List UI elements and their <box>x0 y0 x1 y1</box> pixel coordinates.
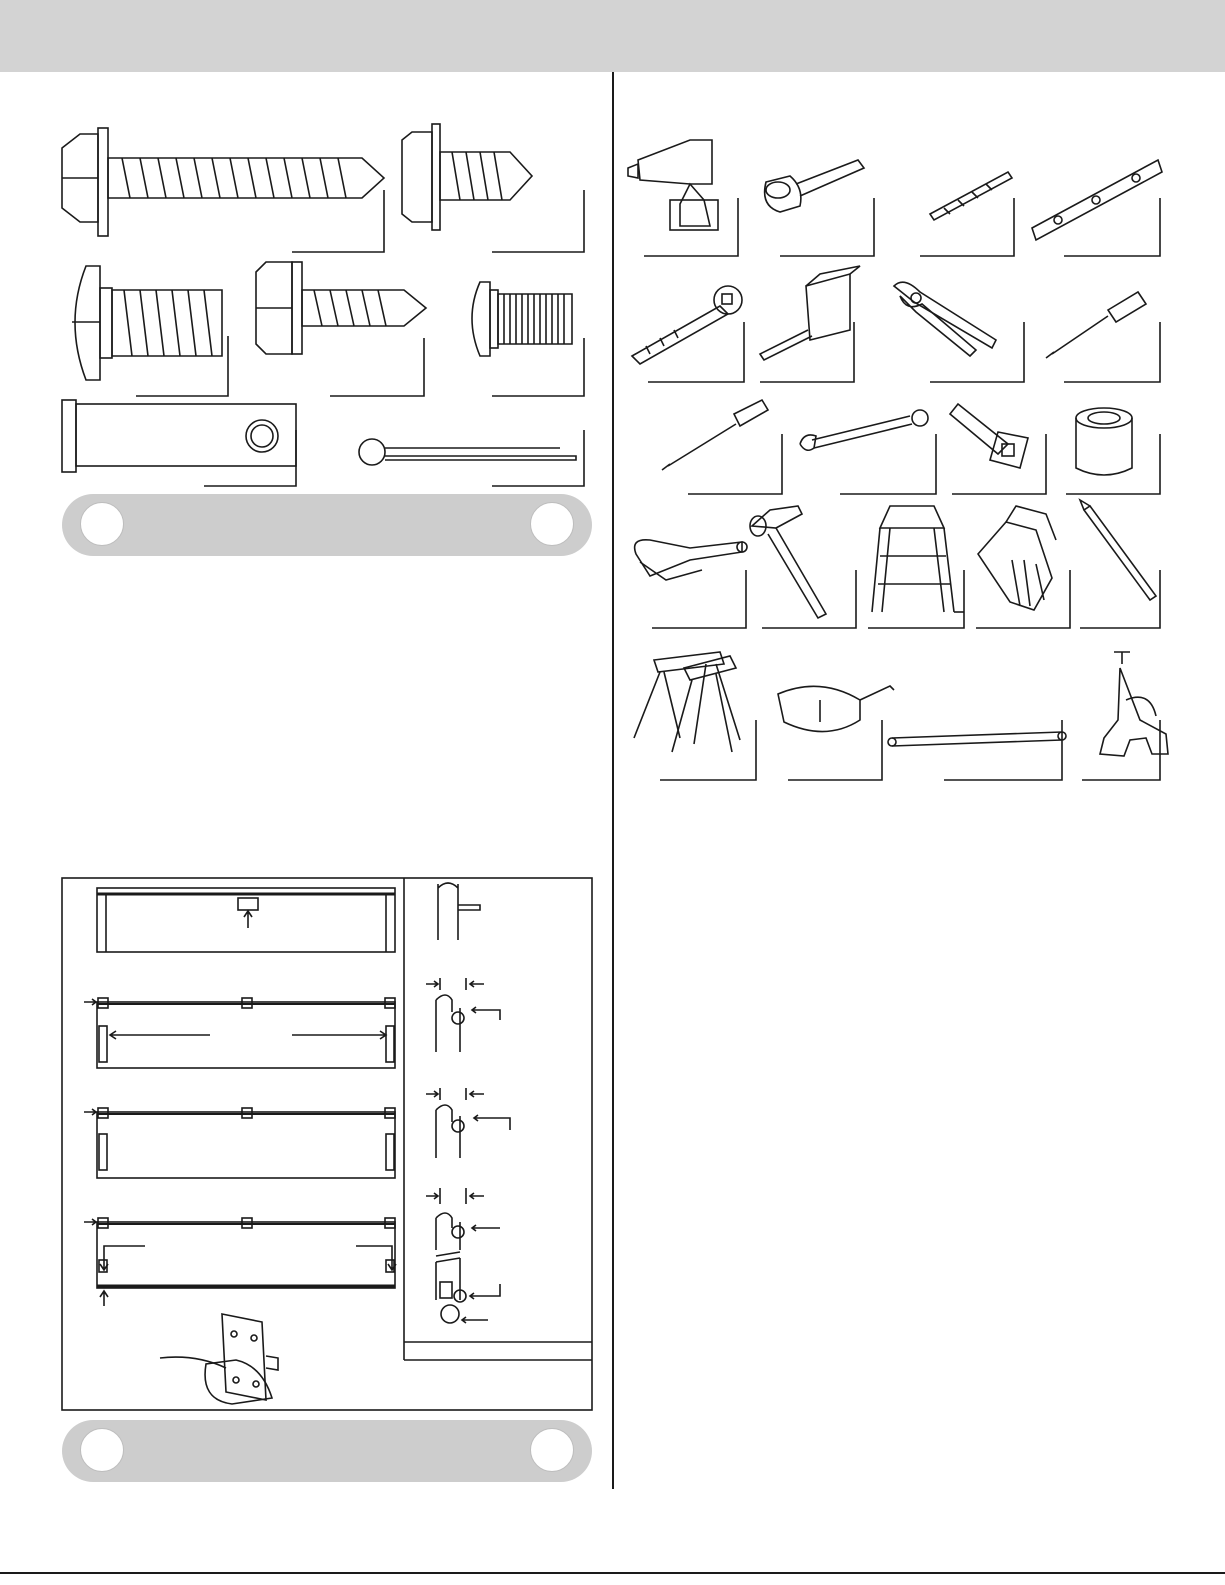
cotter-pin-icon <box>359 430 584 486</box>
winding-bars-icon <box>888 720 1066 780</box>
power-drill-icon <box>628 140 738 256</box>
level-icon <box>1032 160 1162 256</box>
pencil-icon <box>1080 500 1160 628</box>
hex-head-self-drilling-screw-icon <box>402 124 584 252</box>
step-ladder-icon <box>868 506 964 628</box>
c-clamp-icon <box>1082 652 1168 780</box>
hex-head-lag-screw-icon <box>62 128 384 252</box>
deep-socket-icon <box>1066 408 1160 494</box>
ratchet-wrench-icon <box>632 286 744 382</box>
door-section-icon <box>62 878 592 1410</box>
hinge-icon <box>160 1314 278 1404</box>
work-gloves-icon <box>976 506 1070 628</box>
combination-wrench-icon <box>800 410 936 494</box>
phillips-screwdriver-icon <box>1046 292 1160 382</box>
flat-screwdriver-icon <box>662 400 782 494</box>
safety-glasses-icon <box>778 686 894 780</box>
truss-head-carriage-bolt-icon <box>72 266 228 396</box>
locking-pliers-icon <box>635 540 747 628</box>
socket-driver-icon <box>765 160 874 256</box>
truss-head-bolt-fine-thread-icon <box>472 282 584 396</box>
clevis-pin-icon <box>62 400 296 486</box>
pliers-icon <box>894 282 1024 382</box>
hammer-icon <box>750 506 856 628</box>
socket-extension-icon <box>950 404 1046 494</box>
hex-head-lag-screw-short-icon <box>256 262 426 396</box>
tape-measure-icon <box>760 266 860 382</box>
drill-bit-icon <box>920 172 1014 256</box>
sawhorses-icon <box>634 652 756 780</box>
